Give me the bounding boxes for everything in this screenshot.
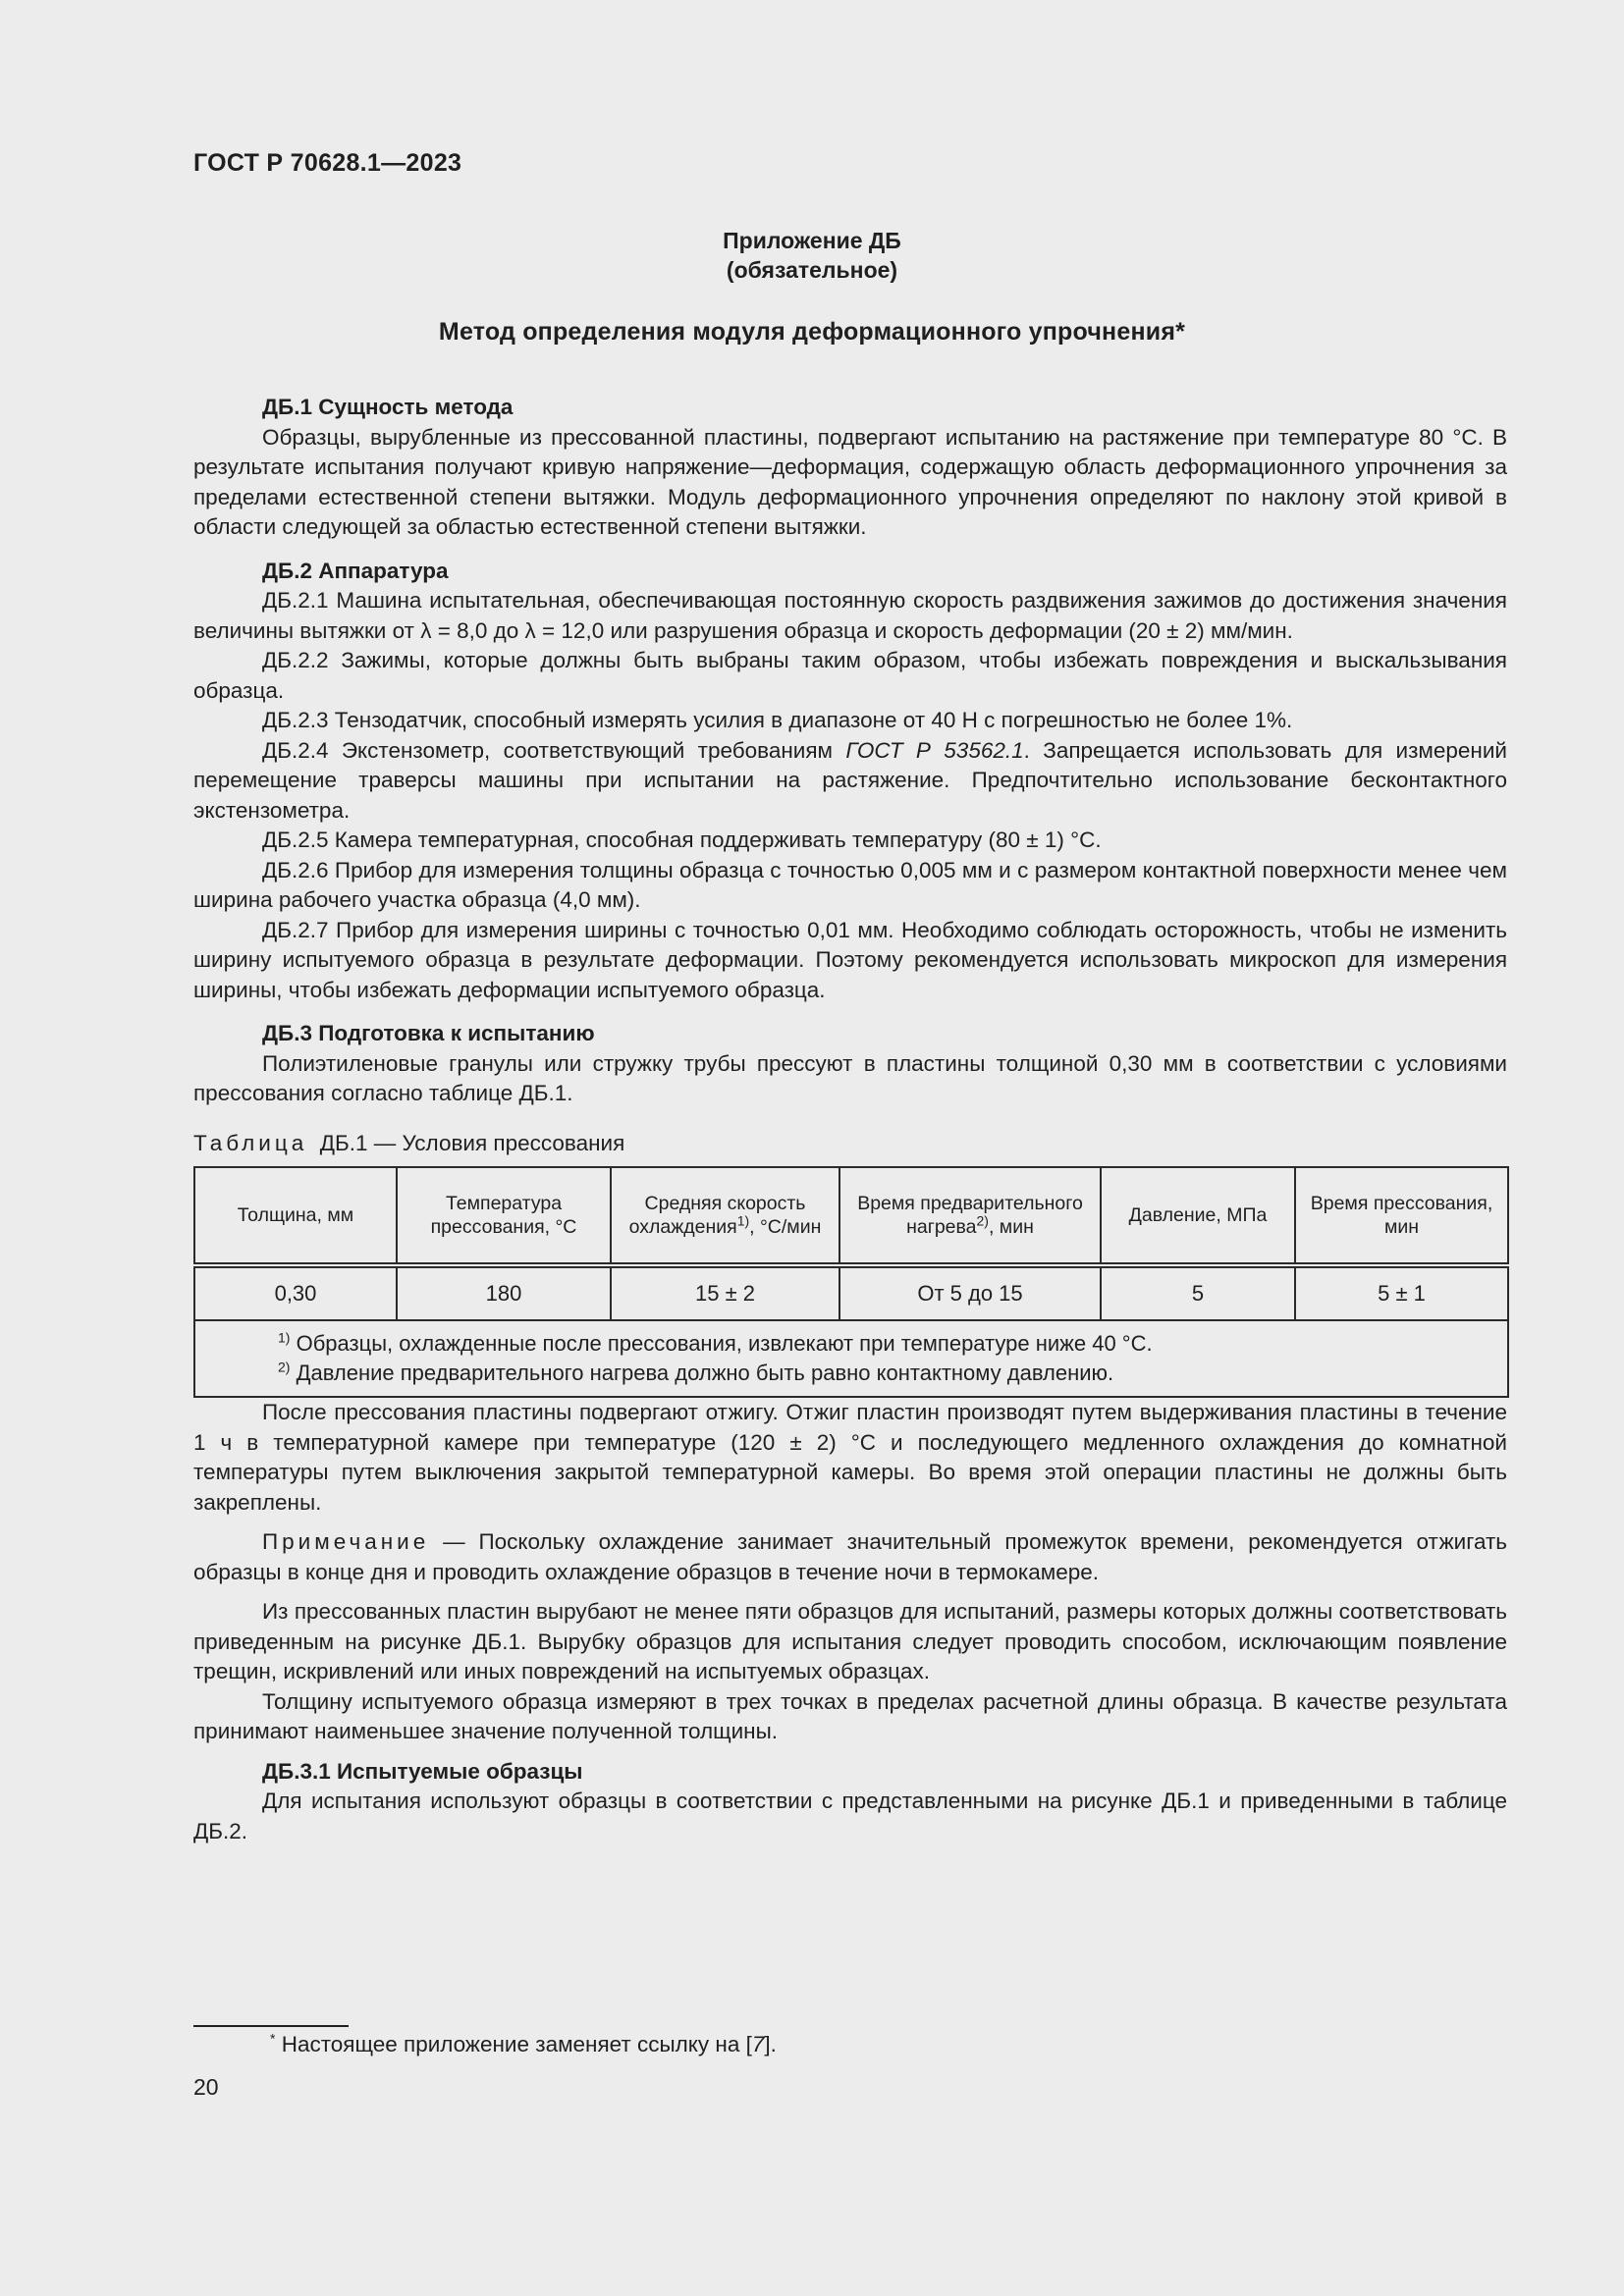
paragraph: Толщину испытуемого образца измеряют в трех точках в пределах расчетной длины образца. В качестве результата принимают наименьшее значение полученной толщины. xyxy=(193,1688,1507,1743)
table-header-cell xyxy=(839,1167,1101,1265)
main-content xyxy=(193,393,1507,1846)
footnote-text: Настоящее приложение заменяет ссылку на [ xyxy=(281,2032,752,2056)
annex-title xyxy=(0,318,1624,347)
note-mark: 2) xyxy=(278,1359,291,1375)
footnote xyxy=(270,2032,777,2057)
standard-header: ГОСТ Р 70628.1—2023 xyxy=(193,149,462,177)
paragraph: Образцы, вырубленные из прессованной пластины, подвергают испытанию на растяжение при температуре 80 °С. В результате испытания получают кривую напряжение—деформация, содержащую область деформационного упрочнения за пределами естественной степени вытяжки. Модуль деформационного упрочнения определяют по наклону этой кривой в области следующей за областью естественной степени вытяжки. xyxy=(193,424,1507,539)
table-notes-row xyxy=(194,1320,1508,1397)
table-caption-text: ДБ.1 — Условия прессования xyxy=(319,1130,625,1155)
table-cell: 15 ± 2 xyxy=(611,1265,839,1320)
footnote-text-end: ]. xyxy=(764,2032,777,2056)
paragraph: Из прессованных пластин вырубают не менее пяти образцов для испытаний, размеры которых должны соответствовать приведенным на рисунке ДБ.1. Вырубку образцов для испытания следует проводить способом, исключающим появление трещин, искривлений или иных повреждений на испытуемых образцах. xyxy=(193,1599,1507,1683)
paragraph xyxy=(193,736,1507,827)
note-body: — Поскольку охлаждение занимает значительный промежуток времени, рекомендуется отжигать образцы в конце дня и проводить охлаждение образцов в течение ночи в термокамере. xyxy=(193,1529,1507,1584)
footnote-divider xyxy=(193,2025,349,2027)
table-caption-word: Таблица xyxy=(193,1130,308,1155)
header-text: Время прессования, мин xyxy=(1310,1193,1493,1238)
table-notes xyxy=(194,1320,1508,1397)
paragraph: ДБ.2.2 Зажимы, которые должны быть выбраны таким образом, чтобы избежать повреждения и выскальзывания образца. xyxy=(193,648,1507,703)
annex-heading xyxy=(0,226,1624,285)
header-text: Средняя скорость охлаждения xyxy=(628,1193,806,1238)
annex-status: (обязательное) xyxy=(726,257,898,283)
paragraph: Полиэтиленовые гранулы или стружку трубы прессуют в пластины толщиной 0,30 мм в соответствии с условиями прессования согласно таблице ДБ.1. xyxy=(193,1050,1507,1105)
table-header-cell xyxy=(1295,1167,1508,1265)
paragraph: ДБ.2.1 Машина испытательная, обеспечивающая постоянную скорость раздвижения зажимов до достижения значения величины вытяжки от λ = 8,0 до λ = 12,0 или разрушения образца и скорость деформации (20 ± 2) мм/мин. xyxy=(193,588,1507,643)
table-header-cell xyxy=(1101,1167,1295,1265)
table-cell: 0,30 xyxy=(194,1265,397,1320)
table-cell: 5 ± 1 xyxy=(1295,1265,1508,1320)
table-cell: От 5 до 15 xyxy=(839,1265,1101,1320)
footnote-reference: 7 xyxy=(751,2032,765,2056)
table-header-row xyxy=(194,1167,1508,1265)
table-note xyxy=(278,1359,1507,1388)
standard-reference: ГОСТ Р 53562.1 xyxy=(845,737,1024,763)
footnote-mark: * xyxy=(270,2030,276,2047)
paragraph: Для испытания используют образцы в соответствии с представленными на рисунке ДБ.1 и приведенными в таблице ДБ.2. xyxy=(193,1789,1507,1843)
note-text: Образцы, охлажденные после прессования, извлекают при температуре ниже 40 °С. xyxy=(296,1331,1153,1356)
text-run: ДБ.2.4 Экстензометр, соответствующий требованиям xyxy=(262,737,846,763)
paragraph: ДБ.2.3 Тензодатчик, способный измерять усилия в диапазоне от 40 Н с погрешностью не более 1%. xyxy=(262,708,1293,732)
header-footnote-mark: 1) xyxy=(736,1212,750,1229)
paragraph: После прессования пластины подвергают отжигу. Отжиг пластин производят путем выдерживания пластины в течение 1 ч в температурной камере при температуре (120 ± 2) °С и последующего медленного охлаждения до комнатной температуры путем выключения закрытой температурной камеры. Во время этой операции пластины не должны быть закреплены. xyxy=(193,1400,1507,1515)
pressing-conditions-table xyxy=(193,1166,1509,1398)
table-cell: 180 xyxy=(397,1265,611,1320)
header-text: , °С/мин xyxy=(749,1216,822,1238)
header-text: Температура прессования, °С xyxy=(430,1193,577,1238)
section-heading-db31: ДБ.3.1 Испытуемые образцы xyxy=(262,1758,583,1784)
table-note xyxy=(278,1329,1507,1359)
header-text: , мин xyxy=(988,1216,1034,1238)
table-cell: 5 xyxy=(1101,1265,1295,1320)
table-header-cell xyxy=(194,1167,397,1265)
paragraph: ДБ.2.6 Прибор для измерения толщины образца с точностью 0,005 мм и с размером контактной поверхности менее чем ширина рабочего участка образца (4,0 мм). xyxy=(193,857,1507,912)
table-row xyxy=(194,1265,1508,1320)
note-text: Давление предварительного нагрева должно быть равно контактному давлению. xyxy=(296,1361,1114,1385)
table-header-cell xyxy=(397,1167,611,1265)
annex-title-text: Метод определения модуля деформационного упрочнения xyxy=(438,318,1176,346)
note-word: Примечание xyxy=(262,1529,430,1554)
header-text: Давление, МПа xyxy=(1128,1204,1268,1226)
header-text: Время предварительного нагрева xyxy=(857,1193,1083,1238)
paragraph: ДБ.2.7 Прибор для измерения ширины с точностью 0,01 мм. Необходимо соблюдать осторожность, чтобы не изменить ширину испытуемого образца в результате деформации. Поэтому рекомендуется использовать микроскоп для измерения ширины, чтобы избежать деформации испытуемого образца. xyxy=(193,917,1507,1002)
note-mark: 1) xyxy=(278,1329,291,1346)
header-text: Толщина, мм xyxy=(237,1204,354,1226)
text-run: . Запрещается использовать для измерений перемещение траверсы машины при испытании на растяжение. Предпочтительно использование бесконтактного экстензометра. xyxy=(193,737,1507,823)
annex-title-footnote-mark: * xyxy=(1175,318,1186,346)
header-footnote-mark: 2) xyxy=(976,1212,989,1229)
table-header-cell xyxy=(611,1167,839,1265)
page-number: 20 xyxy=(193,2074,219,2100)
section-heading-db1: ДБ.1 Сущность метода xyxy=(262,395,514,419)
note-paragraph xyxy=(193,1527,1507,1587)
table-caption xyxy=(193,1129,1507,1159)
annex-label: Приложение ДБ xyxy=(723,228,901,253)
section-heading-db2: ДБ.2 Аппаратура xyxy=(262,558,449,583)
paragraph: ДБ.2.5 Камера температурная, способная поддерживать температуру (80 ± 1) °С. xyxy=(262,828,1102,852)
section-heading-db3: ДБ.3 Подготовка к испытанию xyxy=(262,1021,595,1045)
